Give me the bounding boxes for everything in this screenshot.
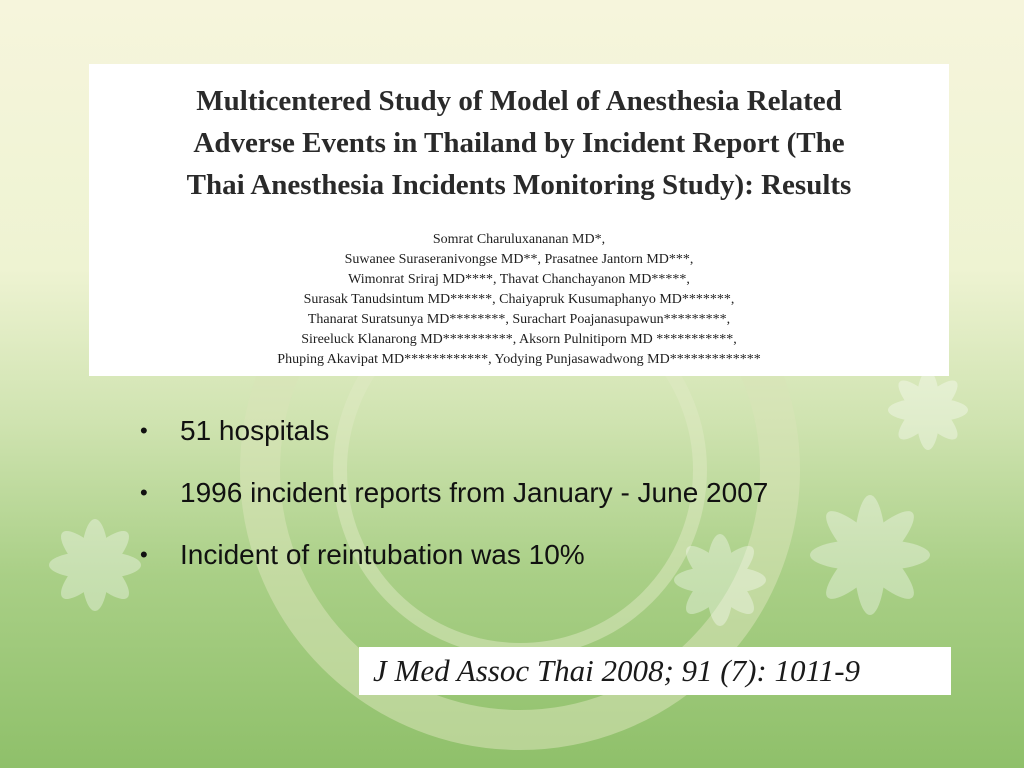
author-line: Sireeluck Klanarong MD**********, Aksorn Pulnitiporn MD ***********, [301, 332, 737, 347]
paper-header-image [89, 64, 949, 376]
author-line: Suwanee Suraseranivongse MD**, Prasatnee Jantorn MD***, [344, 252, 694, 267]
author-line: Thanarat Suratsunya MD********, Surachart Poajanasupawun*********, [307, 312, 731, 327]
author-line: Surasak Tanudsintum MD******, Chaiyapruk Kusumaphanyo MD*******, [303, 292, 735, 307]
paper-title-line: Thai Anesthesia Incidents Monitoring Study): Results [186, 169, 852, 201]
bullet-dot: • [140, 418, 148, 443]
author-line: Phuping Akavipat MD************, Yodying Punjasawadwong MD************* [277, 352, 761, 367]
bullet-item [140, 400, 768, 462]
author-line: Wimonrat Sriraj MD****, Thavat Chanchayanon MD*****, [348, 272, 690, 287]
paper-title-line: Multicentered Study of Model of Anesthesia Related [196, 85, 842, 117]
bullet-text: 1996 incident reports from January - June 2007 [180, 477, 769, 508]
paper-title [89, 80, 949, 206]
citation-box [359, 647, 951, 695]
bullet-item [140, 524, 768, 586]
author-list [89, 230, 949, 370]
bullet-list [140, 400, 768, 586]
bullet-text: Incident of reintubation was 10% [180, 539, 585, 570]
paper-title-line: Adverse Events in Thailand by Incident Report (The [193, 127, 845, 159]
citation-text: J Med Assoc Thai 2008; 91 (7): 1011-9 [373, 653, 861, 688]
bullet-dot: • [140, 480, 148, 505]
bullet-text: 51 hospitals [180, 415, 330, 446]
bullet-item [140, 462, 768, 524]
bullet-dot: • [140, 542, 148, 567]
author-line: Somrat Charuluxananan MD*, [432, 232, 606, 247]
